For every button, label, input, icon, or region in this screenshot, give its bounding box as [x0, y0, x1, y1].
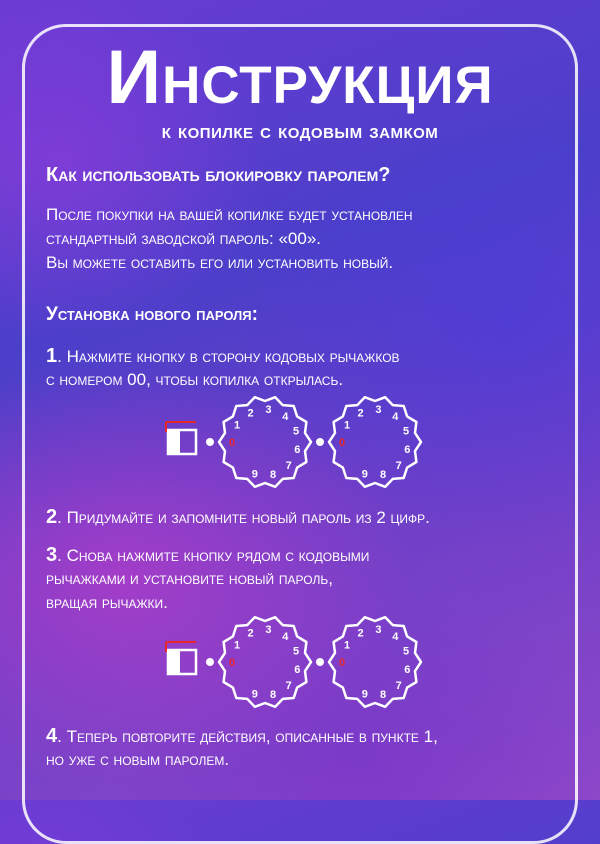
dial-digit: 0 — [338, 437, 346, 449]
step-number: 2 — [46, 506, 58, 528]
step-text: Теперь повторите действия, описанные в пункте 1, — [66, 727, 438, 746]
lock-button-icon — [166, 422, 196, 454]
dial-digit: 5 — [402, 645, 410, 658]
step-number: 3 — [46, 544, 58, 566]
dial-digit: 6 — [404, 443, 411, 456]
step-1-line-2: с номером 00, чтобы копилка открылась. — [46, 370, 344, 389]
dial-digit: 3 — [375, 404, 382, 417]
page-subtitle: к копилке с кодовым замком — [161, 118, 439, 143]
step-3-line-2: рычажками и установите новый пароль, — [46, 569, 333, 588]
intro-line-2: стандартный заводской пароль: «00». — [46, 229, 321, 248]
dial-digit: 3 — [265, 404, 272, 417]
lock-button-icon — [166, 642, 196, 674]
dial-digit: 7 — [395, 679, 402, 692]
step-3: 3. Снова нажмите кнопку рядом с кодовыми — [46, 544, 370, 566]
dial-digit: 5 — [292, 645, 300, 658]
dial-digit: 7 — [395, 459, 402, 472]
indicator-dot-icon — [206, 438, 214, 446]
dial-digit: 4 — [392, 631, 399, 643]
dial-digit: 2 — [357, 407, 364, 420]
indicator-dot-icon — [316, 658, 324, 666]
dial-gear-icon — [219, 397, 311, 487]
dial-digit: 9 — [361, 468, 368, 481]
dial-digit: 4 — [392, 411, 399, 423]
dial-digit: 2 — [357, 627, 364, 640]
dial-gear-icon — [219, 617, 311, 707]
dial-digit: 5 — [402, 425, 410, 438]
step-text: Нажмите кнопку в сторону кодовых рычажков — [66, 347, 400, 366]
intro-line-1: После покупки на вашей копилке будет установлен — [46, 205, 413, 224]
combination-lock-diagram-1 — [160, 392, 450, 492]
dial-digit: 5 — [292, 425, 300, 438]
dial-digit: 1 — [233, 639, 241, 652]
dial-gear-icon — [329, 617, 421, 707]
step-4-line-2: но уже с новым паролем. — [46, 750, 230, 769]
indicator-dot-icon — [206, 658, 214, 666]
step-number: 1 — [46, 345, 58, 367]
dial-digit: 8 — [269, 689, 277, 701]
intro-line-3: Вы можете оставить его или установить новый. — [46, 253, 394, 272]
step-2: 2. Придумайте и запомните новый пароль из 2 цифр. — [46, 506, 430, 528]
dial-gear-icon — [329, 397, 421, 487]
dial-digit: 9 — [361, 688, 368, 701]
indicator-dot-icon — [316, 438, 324, 446]
dial-digit: 1 — [233, 419, 241, 432]
dial-digit: 1 — [343, 419, 351, 432]
step-text: Снова нажмите кнопку рядом с кодовыми — [66, 546, 370, 565]
dial-digit: 8 — [379, 469, 387, 481]
setup-heading: Установка нового пароля: — [46, 304, 258, 325]
dial-digit: 6 — [294, 663, 301, 676]
combination-lock-diagram-2 — [160, 612, 450, 712]
dial-digit: 6 — [294, 443, 301, 456]
dial-digit: 6 — [404, 663, 411, 676]
dial-digit: 3 — [265, 624, 272, 637]
dial-digit: 4 — [282, 631, 289, 643]
step-3-line-3: вращая рычажки. — [46, 593, 168, 612]
step-text: Придумайте и запомните новый пароль из 2 цифр. — [66, 508, 430, 527]
step-4: 4. Теперь повторите действия, описанные в пункте 1, — [46, 725, 438, 747]
step-number: 4 — [46, 725, 58, 747]
dial-digit: 0 — [228, 437, 236, 449]
dial-digit: 0 — [338, 657, 346, 669]
dial-digit: 9 — [251, 688, 258, 701]
dial-digit: 7 — [285, 459, 292, 472]
dial-digit: 8 — [379, 689, 387, 701]
dial-digit: 8 — [269, 469, 277, 481]
dial-digit: 7 — [285, 679, 292, 692]
dial-digit: 1 — [343, 639, 351, 652]
question-heading: Как использовать блокировку паролем? — [46, 164, 391, 186]
dial-digit: 0 — [228, 657, 236, 669]
dial-digit: 9 — [251, 468, 258, 481]
dial-digit: 2 — [247, 627, 254, 640]
step-1: 1. Нажмите кнопку в сторону кодовых рычажков — [46, 345, 400, 367]
lock-svg-1 — [160, 392, 450, 492]
lock-svg-2 — [160, 612, 450, 712]
dial-digit: 4 — [282, 411, 289, 423]
dial-digit: 3 — [375, 624, 382, 637]
page-title: Инструкция — [106, 35, 494, 120]
dial-digit: 2 — [247, 407, 254, 420]
